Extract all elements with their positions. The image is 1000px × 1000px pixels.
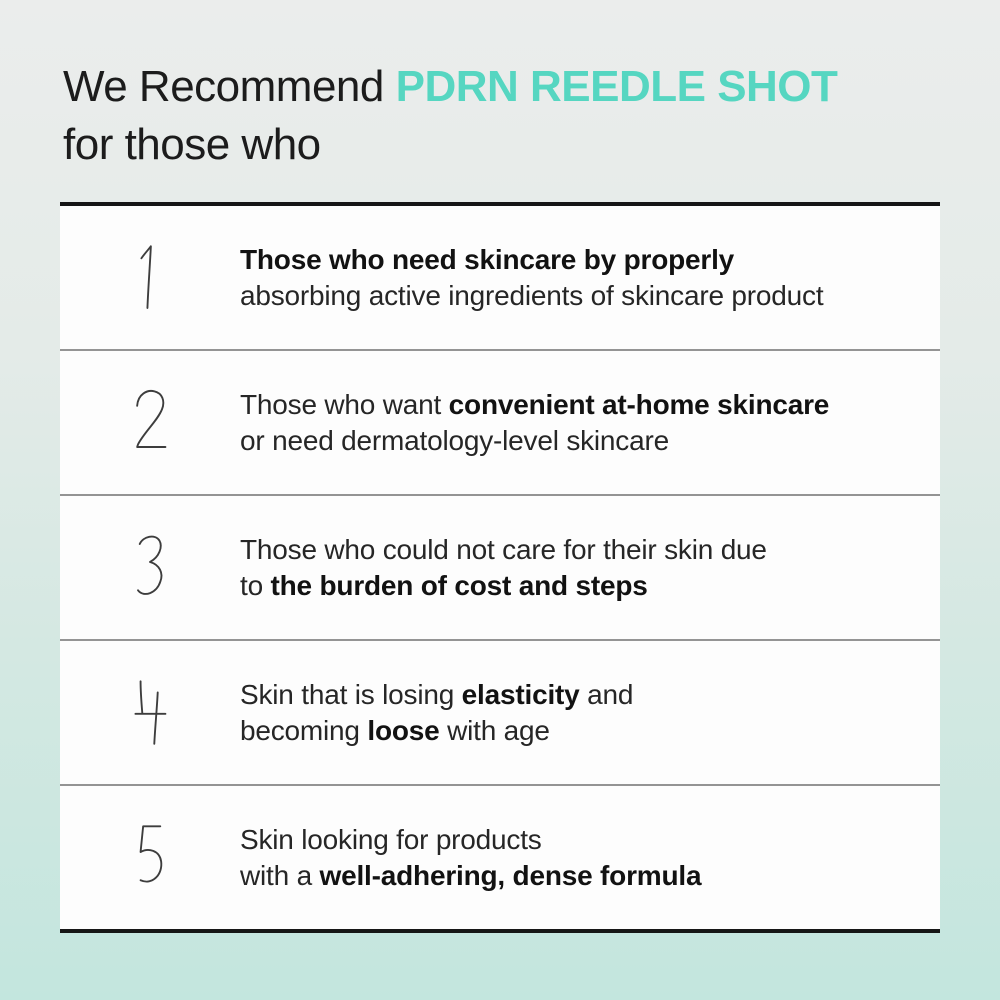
title-block — [63, 58, 837, 174]
row-text — [240, 677, 633, 749]
row-text — [240, 387, 829, 459]
title-highlight: PDRN REEDLE SHOT — [395, 62, 838, 111]
row-number-glyph — [131, 387, 169, 459]
row-text-line: Those who need skincare by properly — [240, 243, 735, 275]
row-text-line: to the burden of cost and steps — [240, 569, 648, 601]
row-text-line: Those who could not care for their skin due — [240, 533, 767, 565]
row-number-glyph — [131, 677, 169, 749]
table-row — [60, 349, 940, 494]
row-text — [240, 822, 701, 894]
row-text — [240, 242, 823, 314]
row-number-glyph — [131, 822, 169, 894]
row-text-line: with a well-adhering, dense formula — [240, 859, 702, 891]
table-row — [60, 639, 940, 784]
page-title — [63, 58, 837, 174]
title-suffix: for those who — [63, 120, 321, 169]
row-text-line: or need dermatology-level skincare — [240, 424, 669, 456]
row-number — [60, 387, 240, 459]
row-text-line: absorbing active ingredients of skincare product — [240, 279, 824, 311]
row-text-line: becoming loose with age — [240, 714, 550, 746]
row-text — [240, 532, 767, 604]
row-number — [60, 242, 240, 314]
table-row — [60, 206, 940, 349]
row-text-line: Those who want convenient at-home skincare — [240, 388, 830, 420]
row-number — [60, 822, 240, 894]
table-row — [60, 784, 940, 929]
row-number — [60, 532, 240, 604]
row-number-glyph — [131, 242, 169, 314]
row-text-line: Skin that is losing elasticity and — [240, 678, 634, 710]
table-row — [60, 494, 940, 639]
recommendation-list — [60, 202, 940, 933]
title-prefix: We Recommend — [63, 62, 396, 111]
row-number — [60, 677, 240, 749]
row-text-line: Skin looking for products — [240, 823, 542, 855]
row-number-glyph — [131, 532, 169, 604]
